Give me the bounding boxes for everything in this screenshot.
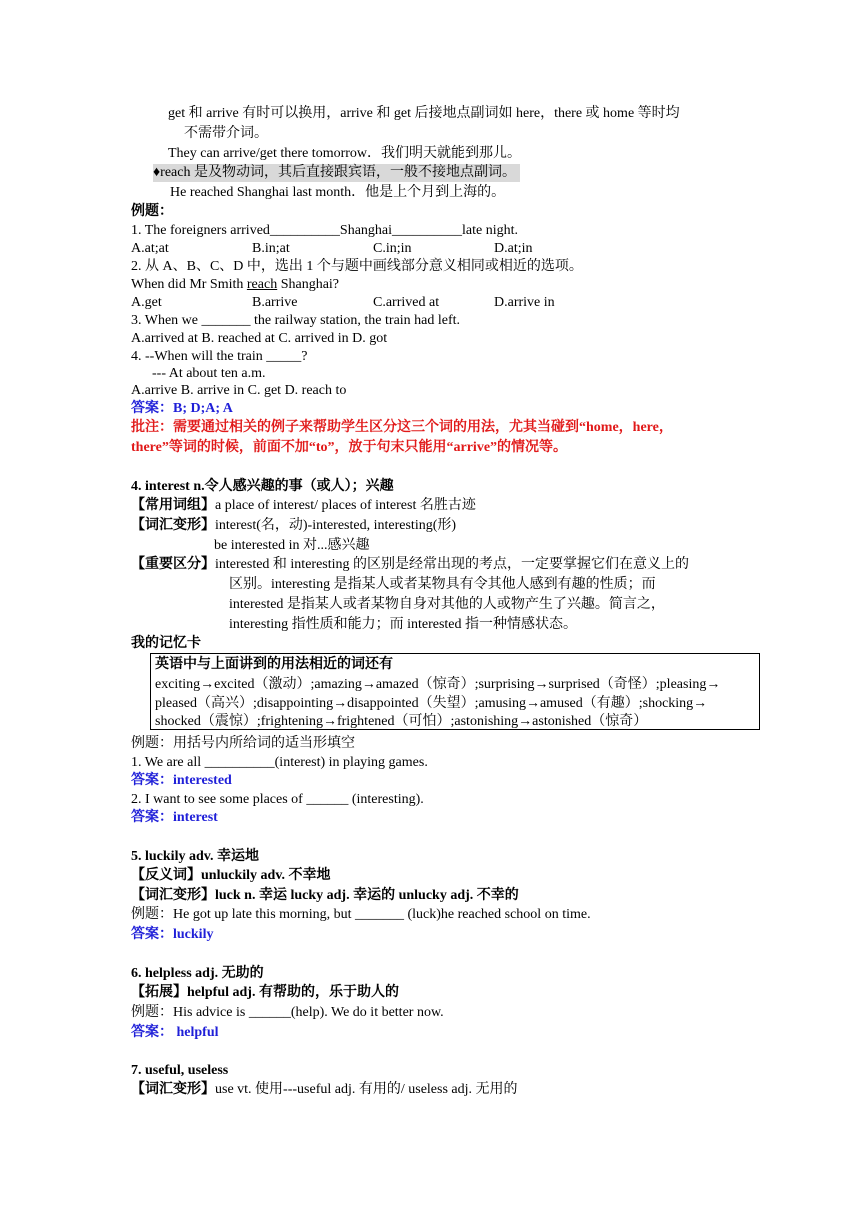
example-heading: 例题： xyxy=(131,204,173,219)
question-3: 3. When we _______ the railway station, the train had left. xyxy=(131,313,461,328)
text: His advice is ______(help). We do it better now. xyxy=(173,1005,444,1020)
luckily-answer: 答案：luckily xyxy=(131,927,214,942)
label: 【词汇变形】 xyxy=(131,518,215,533)
luckily-forms: 【词汇变形】luck n. 幸运 lucky adj. 幸运的 unlucky adj. 不幸的 xyxy=(131,888,519,903)
teacher-note-line2: there”等词的时候，前面不加“to”，放于句末只能用“arrive”的情况等。 xyxy=(131,440,568,455)
section-title-useful: 7. useful, useless xyxy=(131,1063,229,1078)
interest-question-2: 2. I want to see some places of ______ (interesting). xyxy=(131,792,424,807)
answer-1: 答案：B; D;A; A xyxy=(131,401,233,416)
question-2-options xyxy=(131,294,591,312)
word-forms-2: be interested in 对...感兴趣 xyxy=(214,538,370,553)
label: 【词汇变形】 xyxy=(131,1082,215,1097)
text: use vt. 使用---useful adj. 有用的/ useless adj. 无用的 xyxy=(215,1082,518,1097)
label: 【重要区分】 xyxy=(131,557,215,572)
word-forms xyxy=(131,517,456,535)
question-1-options xyxy=(131,240,591,258)
text: He got up late this morning, but _______ (luck)he reached school on time. xyxy=(173,907,591,922)
memory-card-box xyxy=(150,653,760,730)
q2-pre: When did Mr Smith xyxy=(131,277,247,292)
reach-note-text: reach 是及物动词，其后直接跟宾语，一般不接地点副词。 xyxy=(160,165,516,180)
question-3-options: A.arrived at B. reached at C. arrived in D. got xyxy=(131,331,388,346)
question-4-options: A.arrive B. arrive in C. get D. reach to xyxy=(131,383,347,398)
section-title-interest: 4. interest n.令人感兴趣的事（或人）；兴趣 xyxy=(131,479,394,494)
memo-line1: exciting→excited（激动）;amazing→amazed（惊奇）;surprising→surprised（奇怪）;pleasing→ xyxy=(155,677,721,692)
luckily-example xyxy=(131,906,591,924)
arrive-note-line2: 不需带介词。 xyxy=(184,126,268,141)
bullet-icon: ♦ xyxy=(153,165,161,180)
question-2-sentence xyxy=(131,276,339,294)
memo-label: 我的记忆卡 xyxy=(131,636,201,651)
interest-question-1: 1. We are all __________(interest) in playing games. xyxy=(131,755,428,770)
memo-line2: pleased（高兴）;disappointing→disappointed（失望）;amusing→amused（有趣）;shocking→ xyxy=(155,696,708,711)
key-difference-3: interested 是指某人或者某物自身对其他的人或物产生了兴趣。简言之， xyxy=(229,597,665,612)
helpless-answer: 答案： helpful xyxy=(131,1025,219,1040)
interest-answer-1: 答案：interested xyxy=(131,773,232,788)
text: interested 和 interesting 的区别是经常出现的考点，一定要掌握它们在意义上的 xyxy=(215,557,690,572)
extension: 【拓展】helpful adj. 有帮助的，乐于助人的 xyxy=(131,985,399,1000)
arrive-note-line1: get 和 arrive 有时可以换用，arrive 和 get 后接地点副词如 here，there 或 home 等时均 xyxy=(168,106,680,121)
helpless-example xyxy=(131,1004,444,1022)
option-d: D.arrive in xyxy=(494,295,555,310)
key-difference xyxy=(131,556,689,574)
option-a: A.at;at xyxy=(131,241,169,256)
option-a: A.get xyxy=(131,295,162,310)
example-heading-2 xyxy=(131,735,355,753)
option-b: B.in;at xyxy=(252,241,290,256)
antonym: 【反义词】unluckily adv. 不幸地 xyxy=(131,868,331,883)
label: 例题： xyxy=(131,907,173,922)
label: 例题： xyxy=(131,1005,173,1020)
text: 例题：用括号内所给词的适当形填空 xyxy=(131,736,355,751)
key-difference-4: interesting 指性质和能力；而 interested 指一种情感状态。 xyxy=(229,617,578,632)
question-4-reply: --- At about ten a.m. xyxy=(152,366,266,381)
option-b: B.arrive xyxy=(252,295,298,310)
key-difference-2: 区别。interesting 是指某人或者某物具有令其他人感到有趣的性质；而 xyxy=(229,577,656,592)
memo-title: 英语中与上面讲到的用法相近的词还有 xyxy=(155,657,393,672)
arrive-example: They can arrive/get there tomorrow．我们明天就能到那儿。 xyxy=(168,146,522,161)
question-1: 1. The foreigners arrived__________Shanghai__________late night. xyxy=(131,223,518,238)
underlined-word: reach xyxy=(246,277,278,292)
useful-forms xyxy=(131,1081,518,1099)
question-2: 2. 从 A、B、C、D 中，选出 1 个与题中画线部分意义相同或相近的选项。 xyxy=(131,259,583,274)
option-d: D.at;in xyxy=(494,241,533,256)
option-c: C.in;in xyxy=(373,241,412,256)
reach-note xyxy=(153,164,520,182)
section-title-helpless: 6. helpless adj. 无助的 xyxy=(131,966,264,981)
label: 【常用词组】 xyxy=(131,498,215,513)
interest-answer-2: 答案：interest xyxy=(131,810,218,825)
text: a place of interest/ places of interest 名胜古迹 xyxy=(215,498,476,513)
option-c: C.arrived at xyxy=(373,295,440,310)
teacher-note-line1: 批注：需要通过相关的例子来帮助学生区分这三个词的用法，尤其当碰到“home，here， xyxy=(131,420,673,435)
text: interest(名，动)-interested, interesting(形) xyxy=(215,518,457,533)
question-4: 4. --When will the train _____? xyxy=(131,349,308,364)
common-phrases xyxy=(131,497,476,515)
section-title-luckily: 5. luckily adv. 幸运地 xyxy=(131,849,259,864)
reach-example: He reached Shanghai last month．他是上个月到上海的。 xyxy=(170,185,506,200)
memo-line3: shocked（震惊）;frightening→frightened（可怕）;astonishing→astonished（惊奇） xyxy=(155,714,648,729)
q2-post: Shanghai? xyxy=(277,277,340,292)
